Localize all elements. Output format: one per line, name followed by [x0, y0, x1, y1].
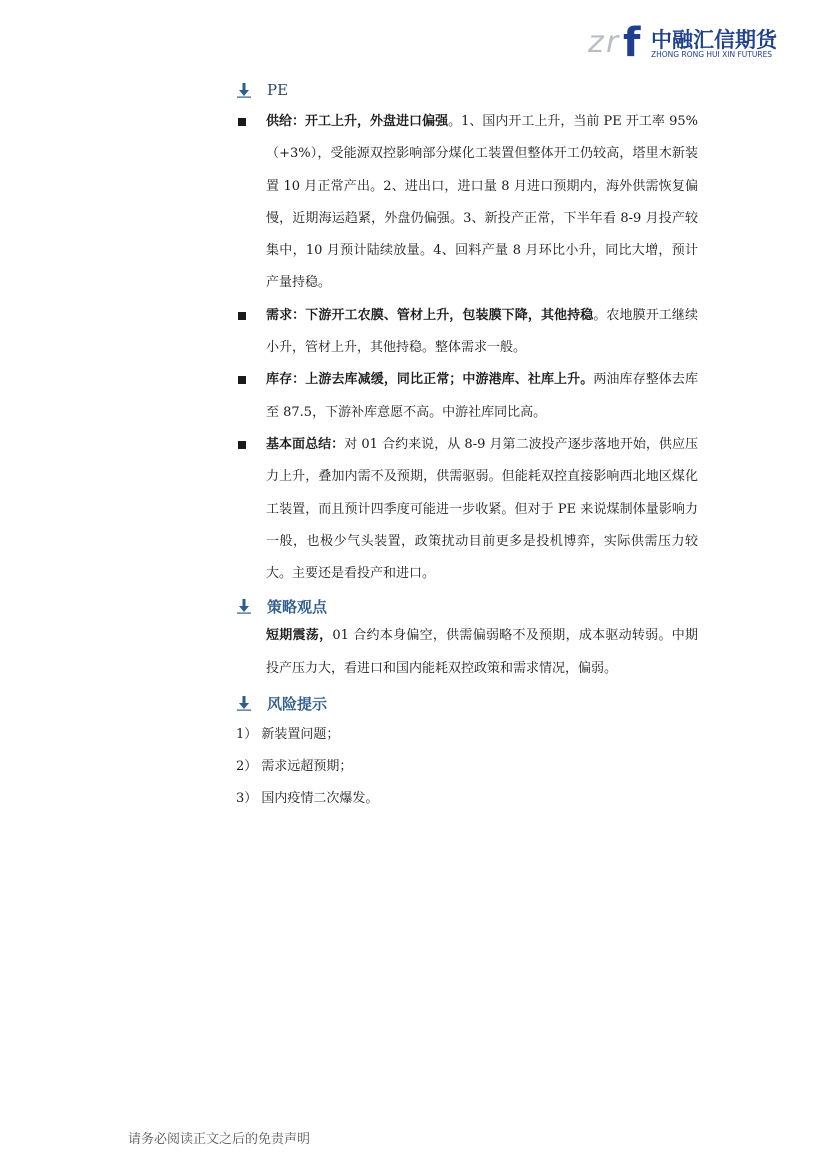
down-arrow-bullet-icon	[237, 695, 251, 711]
section-strategy-heading	[236, 594, 698, 618]
square-bullet-icon	[238, 118, 246, 126]
square-bullet-icon	[238, 441, 246, 449]
footer-disclaimer: 请务必阅读正文之后的免责声明	[128, 1132, 311, 1147]
report-body	[236, 78, 698, 815]
strategy-body: 01 合约本身偏空，供需偏弱略不及预期，成本驱动转弱。中期投产压力大，看进口和国内能耗双控政策和需求情况，偏弱。	[266, 628, 698, 676]
inventory-lead: 库存：上游去库减缓，同比正常；中游港库、社库上升。	[266, 372, 594, 388]
summary-lead: 基本面总结：	[266, 436, 345, 452]
section-pe-title: PE	[267, 81, 289, 99]
section-pe-heading	[236, 78, 698, 102]
supply-lead: 供给：开工上升，外盘进口偏强	[266, 114, 449, 129]
supply-paragraph	[236, 106, 698, 300]
svg-text:z: z	[588, 25, 604, 60]
demand-lead: 需求：下游开工农膜、管材上升，包装膜下降，其他持稳	[266, 307, 594, 323]
section-risk-title: 风险提示	[267, 694, 328, 713]
list-item: 2） 需求远超预期；	[236, 759, 353, 775]
down-arrow-bullet-icon	[237, 82, 251, 98]
logo-chinese-name: 中融汇信期货	[651, 28, 777, 52]
list-item: 3） 国内疫情二次爆发。	[236, 791, 379, 807]
supply-body: 。1、国内开工上升，当前 PE 开工率 95%（+3%），受能源双控影响部分煤化工装置但整体开工仍较高，塔里木新装置 10 月正常产出。2、进出口，进口量 8 月进口预期内，海外供需恢复偏慢，近期海运趋紧，外盘仍偏强。3、新投产正常，下半年看 8-9 月投产较集中，10 月预计陆续放量。4、回料产量 8 月环比小升，同比大增，预计产量持稳。	[266, 114, 698, 291]
strategy-lead: 短期震荡，	[266, 628, 333, 644]
demand-body: 。农地膜开工继续小升，管材上升，其他持稳。整体需求一般。	[266, 307, 698, 356]
list-item: 1） 新装置问题；	[236, 727, 340, 743]
strategy-paragraph	[236, 620, 698, 685]
logo-english-name: ZHONG RONG HUI XIN FUTURES	[651, 50, 773, 59]
section-risk-heading	[236, 691, 698, 715]
svg-text:f: f	[623, 20, 641, 64]
square-bullet-icon	[238, 376, 246, 384]
square-bullet-icon	[238, 312, 246, 320]
zrf-logo-icon	[588, 18, 648, 64]
demand-paragraph	[236, 300, 698, 365]
down-arrow-bullet-icon	[237, 598, 251, 614]
inventory-body: 两油库存整体去库至 87.5，下游补库意愿不高。中游社库同比高。	[266, 372, 698, 420]
summary-paragraph	[236, 429, 698, 590]
inventory-paragraph	[236, 364, 698, 429]
risk-list	[236, 719, 698, 815]
company-logo	[588, 18, 778, 64]
section-strategy-title: 策略观点	[267, 597, 328, 616]
summary-body: 对 01 合约来说，从 8-9 月第二波投产逐步落地开始，供应压力上升，叠加内需不及预期，供需驱弱。但能耗双控直接影响西北地区煤化工装置，而且预计四季度可能进一步收紧。但对于 PE 来说煤制体量影响力一般，也极少气头装置，政策扰动目前更多是投机博弈，实际供需压力较大。主要还是看投产和进口。	[266, 436, 698, 582]
svg-text:r: r	[606, 25, 619, 60]
